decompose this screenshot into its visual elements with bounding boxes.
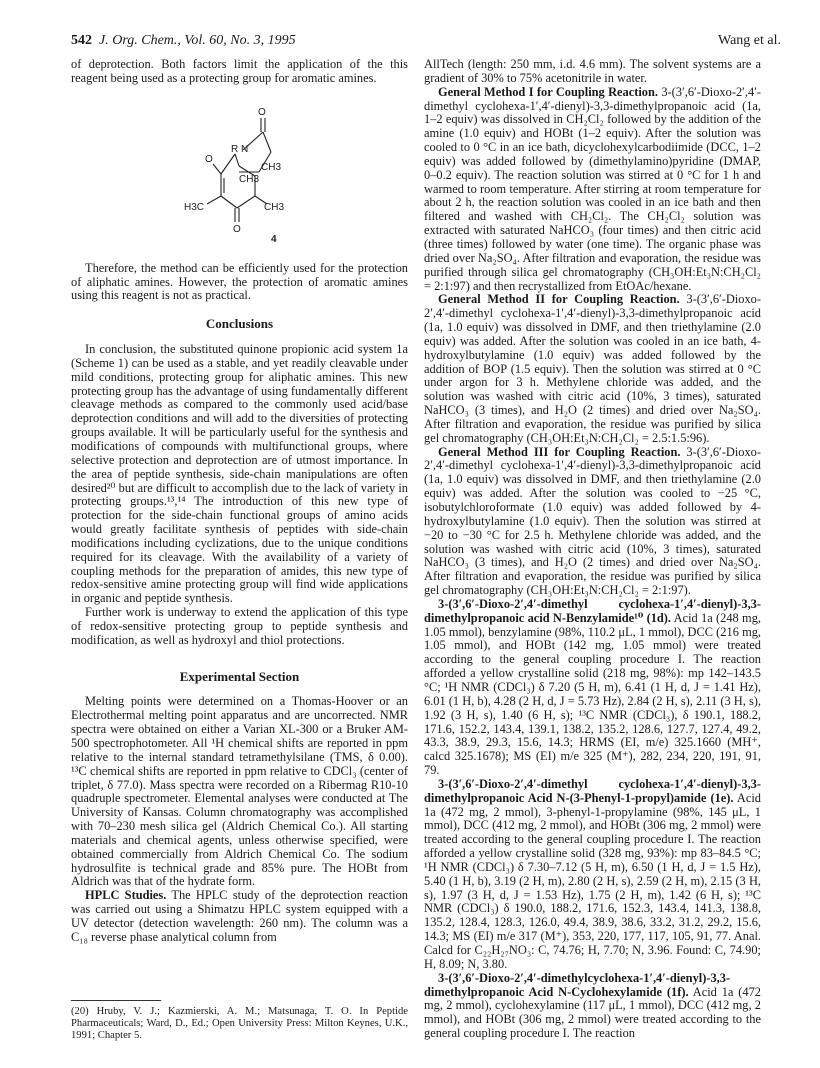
- paragraph-lead: 3-(3′,6′-Dioxo-2′,4′-dimethyl cyclohexa-1′,4′-dienyl)-3,3-dimethylpropanoic acid N-Benzylamide¹⁰ (1d).: [424, 596, 761, 625]
- paragraph-body: 3-(3′,6′-Dioxo-2′,4′-dimethyl cyclohexa-1′,4′-dienyl)-3,3-dimethylpropanoic acid (1a, 1–2 equiv) was dissolved in CH₂Cl₂ followed by the addition of the amine (1.0 equiv) and HOBt (1–2 equiv). After the solution was cooled to 0 °C in an ice bath, dicyclohexylcarbodiimide (DCC, 1–2 equiv) was added followed by (dimethylamino)pyridine (DMAP, 0–0.2 equiv). The reaction solution was stirred at 0 °C for 1 h and warmed to room temperature. After stirring at room temperature for about 2 h, the reaction solution was cooled in an ice bath and then filtered and washed with CH₂Cl₂. The CH₂Cl₂ solution was extracted with saturated NaHCO₃ (four times) and then citric acid (three times) followed by water (one time). The organic phase was dried over Na₂SO₄. After filtration and evaporation, the residue was purified through silica gel chromatography (CH₃OH:Et₃N:CH₂Cl₂ = 2:1:97) and then recrystallized from EtOAc/hexane.: [424, 84, 761, 293]
- paragraph-body: Acid 1a (248 mg, 1.05 mmol), benzylamine (98%, 110.2 μL, 1 mmol), DCC (216 mg, 1.05 mmol), and HOBt (142 mg, 1.05 mmol) were treated according to the general coupling procedure I. The reaction afforded a yellow crystalline solid (218 mg, 98%): mp 142–143.5 °C; ¹H NMR (CDCl₃) δ 7.20 (5 H, m), 6.41 (1 H, d, J = 1.41 Hz), 6.01 (1 H, b), 4.28 (2 H, d, J = 5.73 Hz), 2.84 (2 H, s), 2.11 (3 H, s), 1.92 (3 H, s), 1.40 (6 H, s); ¹³C NMR (CDCl₃), δ 190.1, 188.2, 171.6, 152.2, 143.4, 139.1, 138.2, 135.2, 128.6, 127.7, 127.4, 49.2, 43.3, 38.9, 29.3, 15.6, 14.3; HRMS (EI, m/e) 325.1660 (MH⁺, calcd 325.1678); MS (EI) m/e 325 (M⁺), 282, 234, 220, 191, 91, 79.: [424, 610, 761, 778]
- paragraph-body: 3-(3′,6′-Dioxo-2′,4′-dimethyl cyclohexa-1′,4′-dienyl)-3,3-dimethylpropanoic acid (1a, 1.0 equiv) was dissolved in DMF, and then triethylamine (2.0 equiv) was added. After the solution was cooled in an ice bath, 4-hydroxylbutylamine (1.0 equiv) was added followed by the addition of BOP (1.5 equiv). Then the solution was stirred at 0 °C under argon for 3 h. Methylene chloride was added, and the solution was washed with citric acid (10%, 3 times), saturated NaHCO₃ (3 times), and H₂O (2 times) and dried over Na₂SO₄. After filtration and evaporation, the residue was purified by silica gel chromatography (CH₃OH:Et₃N:CH₂Cl₂ = 2.5:1.5:96).: [424, 292, 761, 445]
- atom-h3c: H3C: [184, 201, 205, 213]
- experimental-heading: Experimental Section: [179, 668, 300, 684]
- atom-ch3-b: CH3: [239, 173, 260, 185]
- paragraph-lead: General Method II for Coupling Reaction.: [438, 292, 680, 307]
- chemical-structure-4: [71, 92, 408, 258]
- footnote-rule: [71, 1000, 161, 1001]
- paragraph: Therefore, the method can be efficiently used for the protection of aliphatic amines. However, the protection of aromatic amines using this reagent is not as practical.: [71, 260, 408, 303]
- paragraph: [424, 293, 761, 445]
- paragraph-lead: 3-(3′,6′-Dioxo-2′,4′-dimethylcyclohexa-1′,4′-dienyl)-3,3-dimethylpropanoic Acid N-Cyclohexylamide (1f).: [424, 970, 731, 999]
- conclusions-heading: Conclusions: [205, 316, 274, 332]
- paragraph-lead: General Method I for Coupling Reaction.: [438, 84, 658, 99]
- authors: Wang et al.: [717, 33, 781, 48]
- paragraph: [424, 446, 761, 598]
- compound-number: 4: [271, 233, 277, 245]
- paragraph: [424, 972, 761, 1041]
- page-header: [71, 33, 781, 51]
- paragraph: [424, 778, 761, 972]
- atom-r: R: [231, 143, 239, 155]
- paragraph: AllTech (length: 250 mm, i.d. 4.6 mm). The solvent systems are a gradient of 30% to 75% acetonitrile in water.: [424, 57, 761, 85]
- paragraph-body: Acid 1a (472 mg, 2 mmol), cyclohexylamine (117 μL, 1 mmol), DCC (412 mg, 2 mmol), and HOBt (306 mg, 2 mmol) were treated according to the general coupling procedure I. The reaction: [424, 984, 761, 1041]
- paragraph-body: Acid 1a (472 mg, 2 mmol), 3-phenyl-1-propylamine (98%, 145 μL, 1 mmol), DCC (412 mg, 2 mmol), and HOBt (306 mg, 2 mmol) were treated according to the general coupling procedure I. The reaction afforded a yellow crystalline solid (328 mg, 93%): mp 83–84.5 °C; ¹H NMR (CDCl₃) δ 7.30–7.12 (5 H, m), 6.50 (1 H, d, J = 1.5 Hz), 5.40 (1 H, b), 3.19 (2 H, m), 2.80 (2 H, s), 2.59 (2 H, m), 2.15 (3 H, s), 1.97 (3 H, d, J = 1.53 Hz), 1.75 (2 H, m), 1.42 (6 H, s); ¹³C NMR (CDCl₃) δ 190.0, 188.2, 171.6, 152.3, 143.4, 141.3, 138.8, 135.2, 128.4, 128.3, 126.0, 49.4, 38.9, 38.6, 33.2, 31.2, 29.2, 15.6, 14.3; MS (EI) m/e 317 (M⁺), 353, 220, 177, 117, 105, 91, 77. Anal. Calcd for C₂₂H₂₇NO₃: C, 74.76; H, 7.70; N, 3.96. Found: C, 74.90; H, 8.09; N, 3.80.: [424, 790, 762, 971]
- running-head: [71, 33, 296, 49]
- atom-o-bottom: O: [233, 223, 241, 235]
- atom-o-left: O: [205, 153, 213, 165]
- atom-ch3-a: CH3: [261, 161, 282, 173]
- atom-ch3-c: CH3: [264, 201, 285, 213]
- paragraph: [424, 598, 761, 778]
- paragraph-lead: General Method III for Coupling Reaction.: [438, 444, 681, 459]
- paragraph-lead: 3-(3′,6′-Dioxo-2′,4′-dimethyl cyclohexa-1′,4′-dienyl)-3,3-dimethylpropanoic Acid N-(3-Phenyl-1-propyl)amide (1e).: [424, 776, 761, 805]
- journal-citation: J. Org. Chem., Vol. 60, No. 3, 1995: [99, 33, 296, 48]
- paragraph-lead: HPLC Studies.: [85, 888, 167, 903]
- atom-o-top: O: [258, 106, 266, 118]
- paragraph: [424, 86, 761, 294]
- paragraph-body: The HPLC study of the deprotection reaction was carried out using a Shimatzu HPLC system equipped with a UV detector (detection wavelength: 260 nm). The column was a C₁₈ reverse phase analytical column from: [71, 888, 408, 944]
- structure-drawing: [71, 92, 408, 258]
- right-column: [424, 58, 761, 1041]
- paragraph: Further work is underway to extend the application of this type of redox-sensitive protecting group to peptide synthesis and modification, as well as hydroxyl and thiol protections.: [71, 605, 408, 647]
- footnote: (20) Hruby, V. J.; Kazmierski, A. M.; Matsunaga, T. O. In Peptide Pharmaceuticals; Ward, D., Ed.; Open University Press: Milton Keynes, U.K., 1991; Chapter 5.: [71, 1006, 408, 1041]
- atom-n: N: [241, 143, 249, 155]
- left-column: [71, 58, 408, 945]
- paragraph: In conclusion, the substituted quinone propionic acid system 1a (Scheme 1) can be used as a stable, and yet readily cleavable under mild conditions, protecting group for aliphatic amines. This new protecting group has the advantage of using fundamentally different cleavage methods as compared to the commonly used acid/base deprotection conditions and will add to the diversities of protecting groups available. It will be particularly useful for the synthesis and modifications of compounds with multifunctional groups, where selective protection and deprotection are of utmost importance. In the area of peptide synthesis, side-chain manipulations are often desired²⁰ but are difficult to accomplish due to the lack of variety in protecting groups.¹³,¹⁴ The introduction of this new type of protection for the side-chain functional groups of amino acids would greatly facilitate synthesis of peptides with side-chain modifications including cyclizations, due to the unique conditions required for its cleavage. With the availability of a variety of coupling methods for the preparation of amides, this new type of redox-sensitive amine protecting group will find wide applications in organic and peptide synthesis.: [71, 342, 408, 606]
- paragraph-body: 3-(3′,6′-Dioxo-2′,4′-dimethyl cyclohexa-1′,4′-dienyl)-3,3-dimethylpropanoic acid (1a, 1.0 equiv) was dissolved in DMF, and then triethylamine (2.0 equiv) was added. After the solution was cooled to −25 °C, isobutylchloroformate (1.0 equiv) was added followed by 4-hydroxylbutylamine (1.0 equiv). Then the solution was stirred at −20 to −30 °C for 2.5 h. Methylene chloride was added, and the solution was washed with citric acid (10%, 3 times), saturated NaHCO₃ (3 times), and H₂O (2 times) and dried over Na₂SO₄. After filtration and evaporation, the residue was purified by silica gel chromatography (CH₃OH:Et₃N:CH₂Cl₂ = 2:1:97).: [424, 444, 762, 598]
- page-number: 542: [71, 33, 92, 48]
- paragraph: Melting points were determined on a Thomas-Hoover or an Electrothermal melting point apparatus and are uncorrected. NMR spectra were obtained on either a Varian XL-300 or a Bruker AM-500 spectrophotometer. All ¹H chemical shifts are reported in ppm relative to the internal standard tetramethylsilane (TMS, δ 0.00). ¹³C chemical shifts are reported in ppm relative to CDCl₃ (center of triplet, δ 77.0). Mass spectra were recorded on a Ribermag R10-10 quadruple spectrometer. Elemental analyses were conducted at The University of Kansas. Column chromatography was accomplished with 70–230 mesh silica gel (Aldrich Chemical Co.). All starting materials and chemical agents, unless otherwise specified, were obtained commercially from Aldrich Chemical Co. The sodium hydrosulfite is technical grade and 85% pure. The HOBt from Aldrich was that of the hydrate form.: [71, 694, 408, 889]
- paragraph: of deprotection. Both factors limit the application of the this reagent being used as a protecting group for aromatic amines.: [71, 57, 408, 85]
- paragraph: [71, 889, 408, 944]
